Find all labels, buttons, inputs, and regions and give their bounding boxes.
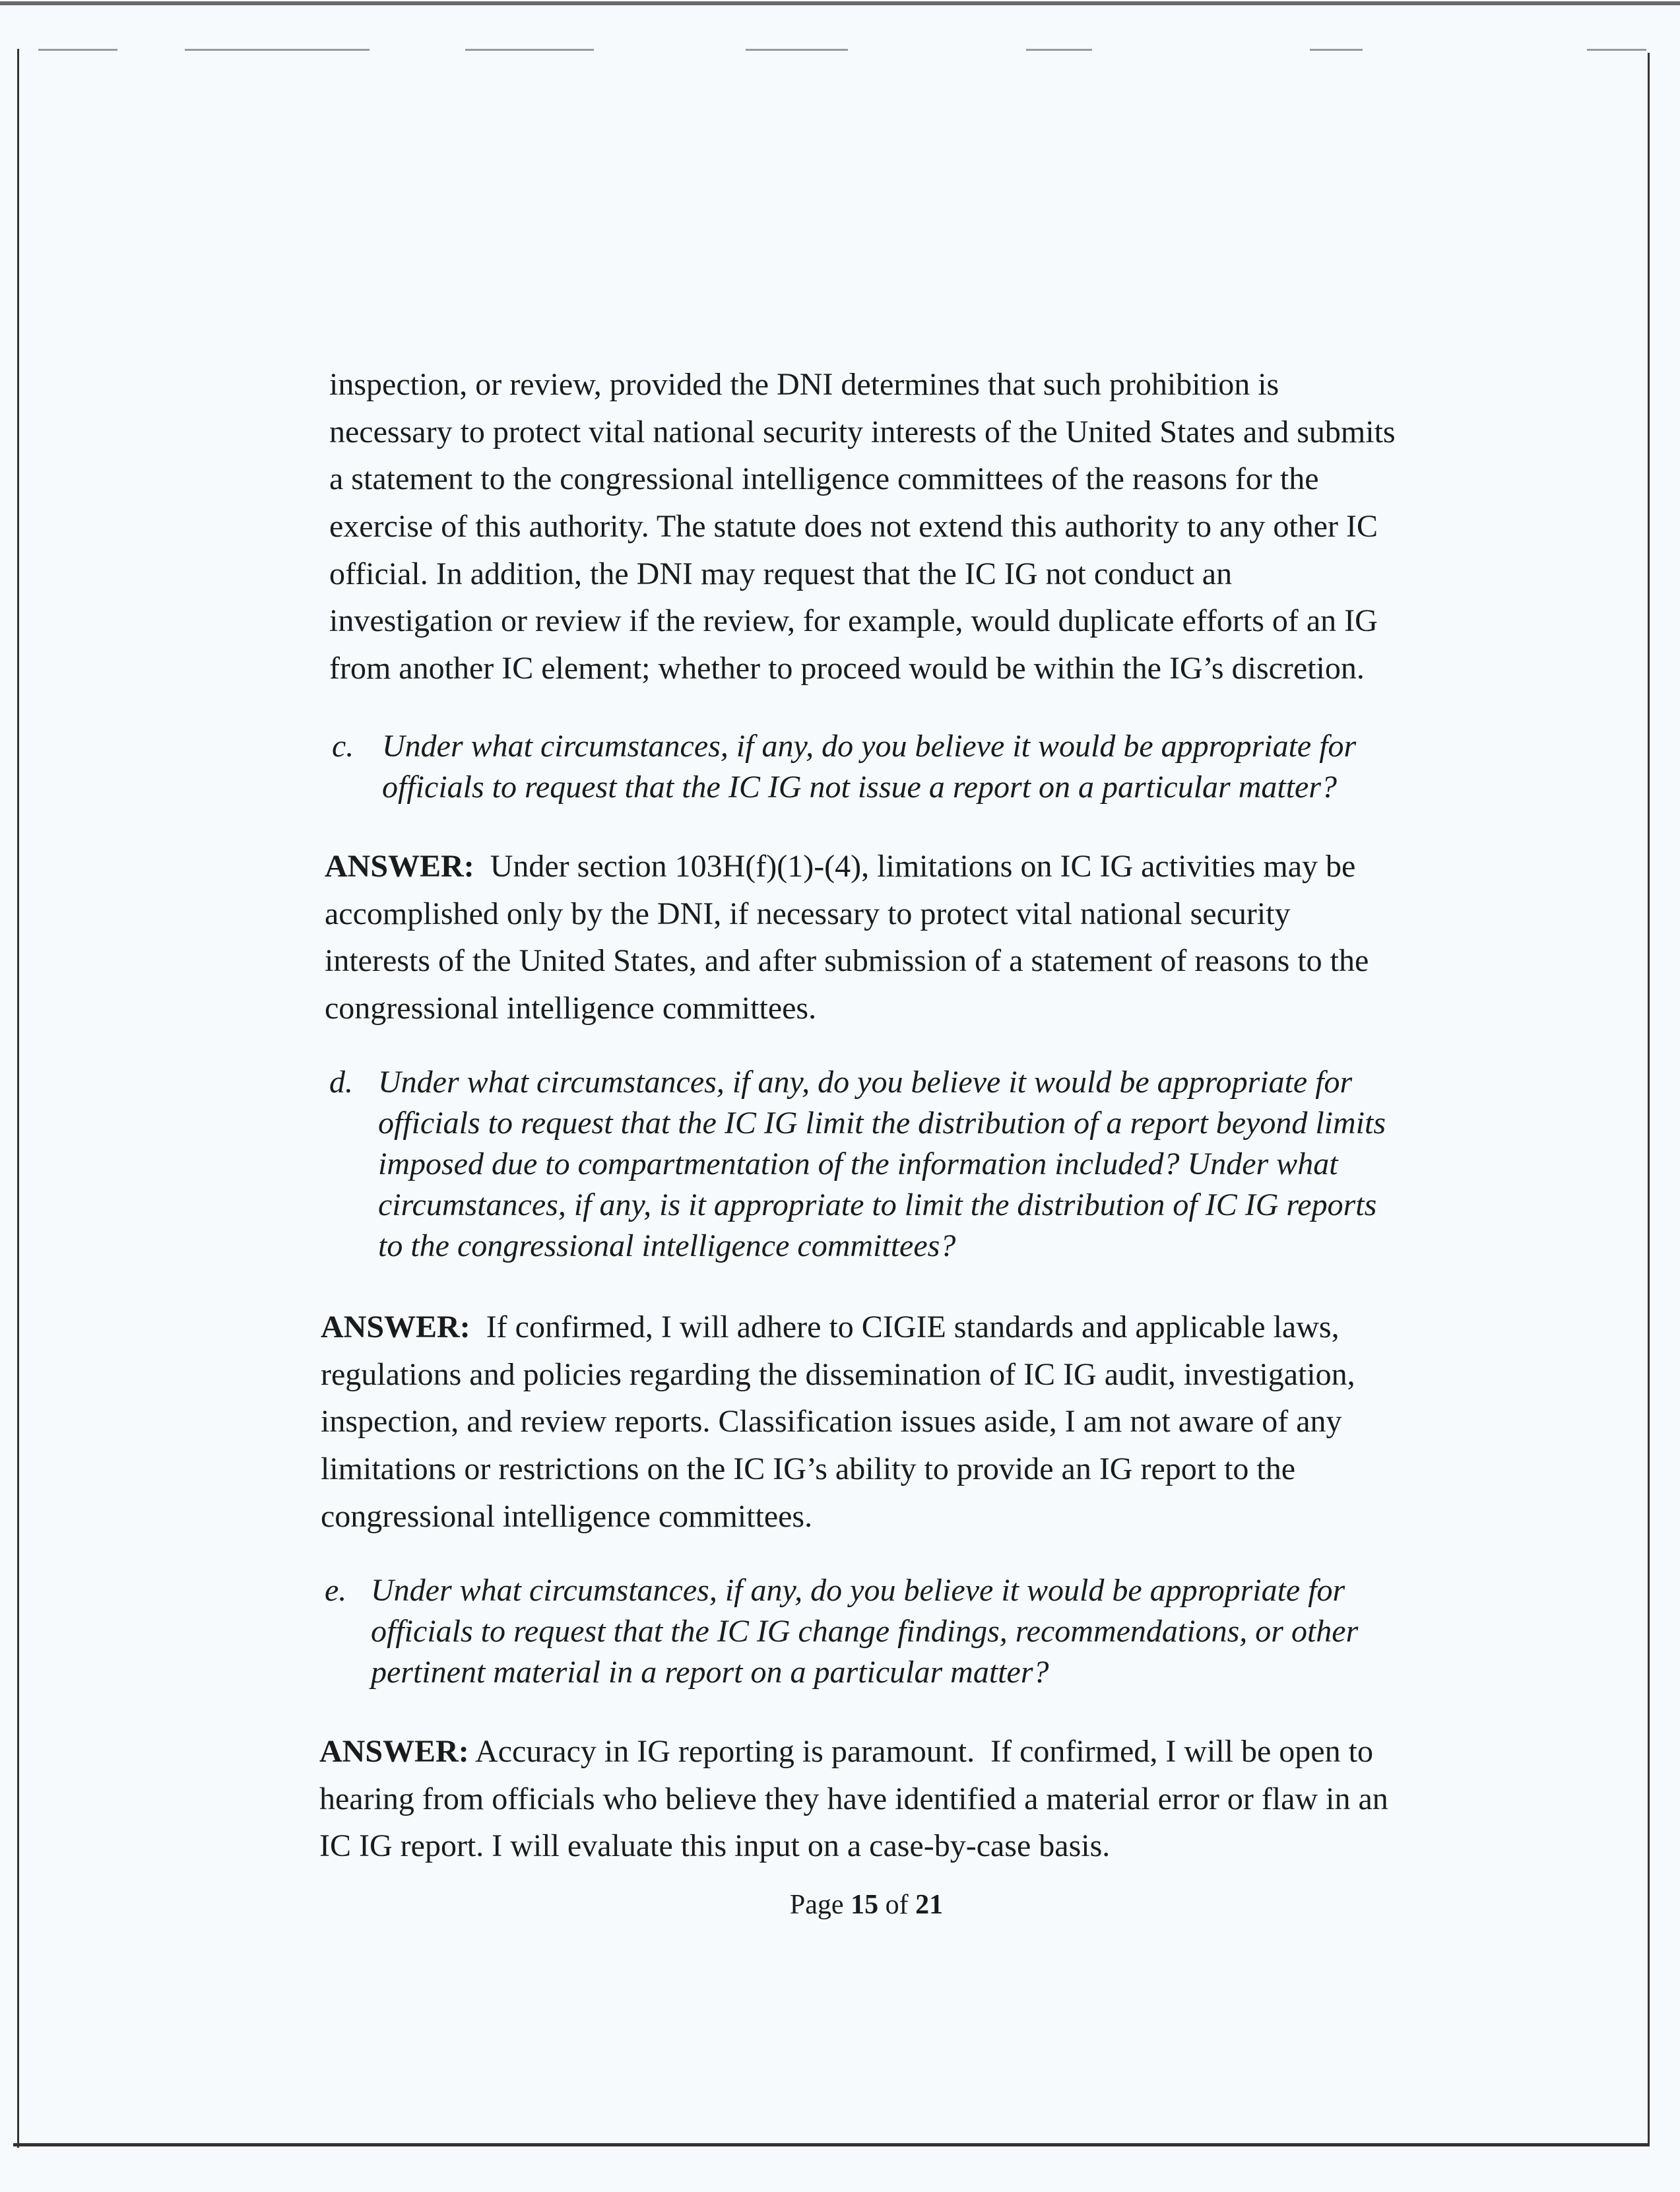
text-line: a statement to the congressional intelligence committees of the reasons for the [329, 461, 1319, 497]
answer-line: accomplished only by the DNI, if necessary to protect vital national security [325, 896, 1291, 931]
top-dash [185, 49, 370, 51]
question-line: officials to request that the IC IG not issue a report on a particular matter? [382, 770, 1338, 805]
paragraph-continuation [329, 361, 1396, 692]
answer-c [325, 843, 1369, 1032]
question-line: pertinent material in a report on a particular matter? [371, 1655, 1049, 1690]
text-line: official. In addition, the DNI may request that the IC IG not conduct an [329, 556, 1233, 591]
answer-text: Under section 103H(f)(1)-(4), limitations on IC IG activities may be [474, 849, 1356, 884]
page-current: 15 [851, 1890, 879, 1920]
answer-label: ANSWER: [321, 1310, 470, 1345]
answer-text: Accuracy in IG reporting is paramount. If confirmed, I will be open to [468, 1734, 1373, 1769]
text-line: exercise of this authority. The statute does not extend this authority to any other IC [329, 509, 1378, 545]
question-c [332, 726, 1586, 808]
question-e [325, 1570, 1578, 1693]
left-frame-line [17, 49, 19, 2148]
question-line: imposed due to compartmentation of the information included? Under what [378, 1146, 1338, 1181]
question-letter: e. [325, 1573, 347, 1608]
page-number [26, 1889, 1680, 1921]
answer-line: congressional intelligence committees. [321, 1498, 813, 1534]
answer-line: regulations and policies regarding the dissemination of IC IG audit, investigation, [321, 1356, 1355, 1392]
answer-label: ANSWER: [319, 1734, 469, 1769]
answer-line: hearing from officials who believe they have identified a material error or flaw in an [319, 1781, 1388, 1816]
question-d [329, 1062, 1583, 1267]
top-dash [1026, 49, 1092, 51]
question-line: officials to request that the IC IG change findings, recommendations, or other [371, 1614, 1359, 1649]
page-prefix: Page [789, 1890, 851, 1920]
answer-d [321, 1304, 1355, 1540]
top-scan-edge [0, 1, 1680, 5]
question-line: circumstances, if any, is it appropriate to limit the distribution of IC IG reports [378, 1187, 1377, 1222]
question-letter: d. [329, 1065, 353, 1100]
answer-label: ANSWER: [325, 849, 474, 884]
question-line: to the congressional intelligence committees? [378, 1228, 956, 1263]
question-line: officials to request that the IC IG limit the distribution of a report beyond limits [378, 1106, 1386, 1141]
text-line: from another IC element; whether to proceed would be within the IG’s discretion. [329, 651, 1365, 686]
page-of: of [878, 1890, 916, 1920]
answer-line: limitations or restrictions on the IC IG’s ability to provide an IG report to the [321, 1451, 1296, 1487]
page-total: 21 [915, 1890, 944, 1920]
top-dash [1310, 49, 1363, 51]
question-line: Under what circumstances, if any, do you believe it would be appropriate for [371, 1573, 1345, 1608]
answer-e [319, 1728, 1388, 1870]
answer-line: IC IG report. I will evaluate this input on a case-by-case basis. [319, 1828, 1111, 1864]
answer-text: If confirmed, I will adhere to CIGIE standards and applicable laws, [470, 1310, 1340, 1345]
answer-line: inspection, and review reports. Classification issues aside, I am not aware of any [321, 1404, 1342, 1440]
bottom-frame-line [13, 2143, 1650, 2146]
answer-line: congressional intelligence committees. [325, 991, 817, 1026]
answer-line: interests of the United States, and after submission of a statement of reasons to the [325, 943, 1369, 979]
question-line: Under what circumstances, if any, do you believe it would be appropriate for [382, 729, 1357, 764]
question-line: Under what circumstances, if any, do you believe it would be appropriate for [378, 1065, 1353, 1100]
top-dash [1587, 49, 1646, 51]
top-dash [465, 49, 594, 51]
text-line: investigation or review if the review, for example, would duplicate efforts of an IG [329, 603, 1378, 639]
top-dash [746, 49, 848, 51]
question-letter: c. [332, 729, 354, 764]
top-dash [38, 49, 117, 51]
right-frame-line [1648, 53, 1650, 2145]
text-line: inspection, or review, provided the DNI determines that such prohibition is [329, 367, 1279, 402]
text-line: necessary to protect vital national security interests of the United States and submits [329, 414, 1396, 449]
